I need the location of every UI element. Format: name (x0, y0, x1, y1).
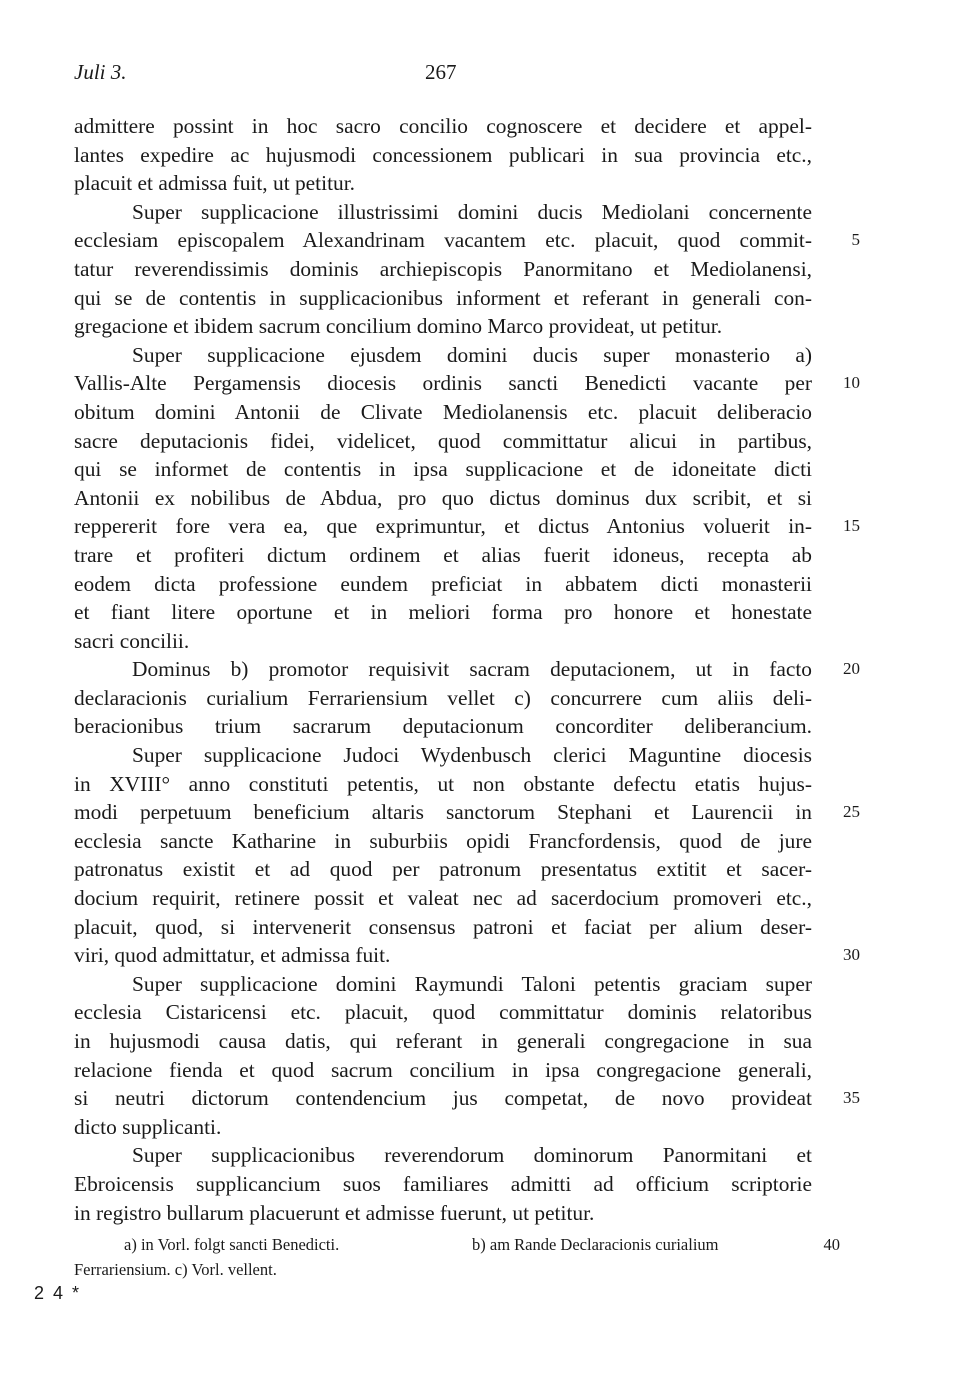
line-number: 5 (851, 230, 860, 250)
text-line: declaracionis curialium Ferrariensium vellet c) concurrere cum aliis deli- (74, 685, 812, 710)
text-line: ecclesia sancte Katharine in suburbiis opidi Francfordensis, quod de jure (74, 828, 812, 853)
text-line: Super supplicacione illustrissimi domini ducis Mediolani concernente (132, 199, 812, 224)
line-number: 15 (843, 516, 860, 536)
text-line: tatur reverendissimis dominis archiepiscopis Panormitano et Mediolanensi, (74, 256, 812, 281)
text-line: trare et profiteri dictum ordinem et alias fuerit idoneus, recepta ab (74, 542, 812, 567)
text-line: Super supplicacione Judoci Wydenbusch clerici Maguntine diocesis (132, 743, 812, 768)
text-line: si neutri dictorum contendencium jus competat, de novo provideat 35 (74, 1084, 812, 1113)
text-line: ecclesia Cistaricensi etc. placuit, quod committatur dominis relatoribus (74, 1000, 812, 1025)
text-line: Super supplicacione ejusdem domini ducis super monasterio a) (132, 342, 812, 367)
text-line: sacre deputacionis fidei, videlicet, quod committatur alicui in partibus, (74, 428, 812, 453)
text-line: Super supplicacionibus reverendorum dominorum Panormitani et (132, 1143, 812, 1168)
text-line: reppererit fore vera ea, que exprimuntur, et dictus Antonius voluerit in- 15 (74, 512, 812, 541)
text-line: relacione fienda et quod sacrum concilium in ipsa congregacione generali, (74, 1057, 812, 1082)
text-line: patronatus existit et ad quod per patronum presentatus extitit et sacer- (74, 857, 812, 882)
page-number: 267 (425, 60, 457, 84)
text-line: qui se informet de contentis in ipsa supplicacione et de idoneitate dicti (74, 457, 812, 482)
footnote-row (74, 1257, 844, 1282)
line-number: 20 (843, 659, 860, 679)
text-line: et fiant litere oportune et in meliori forma pro honore et honestate (74, 600, 812, 625)
text-line: Ebroicensis supplicancium suos familiares admitti ad officium scriptorie (74, 1171, 812, 1196)
text-line: viri, quod admittatur, et admissa fuit. 30 (74, 941, 812, 970)
text-line: placuit, quod, si intervenerit consensus patroni et faciat per alium deser- (74, 914, 812, 939)
printer-signature: 2 4 * (34, 1283, 82, 1303)
text-line: Super supplicacione domini Raymundi Taloni petentis graciam super (132, 971, 812, 996)
text-line: admittere possint in hoc sacro concilio cognoscere et decidere et appel- (74, 114, 812, 138)
text-line: obitum domini Antonii de Clivate Mediolanensis etc. placuit deliberacio (74, 399, 812, 424)
footnote-b: b) am Rande Declaracionis curialium (472, 1235, 719, 1254)
text-line: docium requirit, retinere possit et valeat nec ad sacerdocium promoveri etc., (74, 886, 812, 911)
text-line: in hujusmodi causa datis, qui referant in generali congregacione in sua (74, 1029, 812, 1053)
line-number: 30 (843, 945, 860, 965)
text-line: Vallis-Alte Pergamensis diocesis ordinis sancti Benedicti vacante per 10 (74, 369, 812, 398)
footnote-row (74, 1232, 844, 1257)
text-line: modi perpetuum beneficium altaris sanctorum Stephani et Laurencii in 25 (74, 798, 812, 827)
text-line: in registro bullarum placuerunt et admisse fuerunt, ut petitur. (74, 1200, 595, 1225)
line-number: 35 (843, 1088, 860, 1108)
text-line: eodem dicta professione eundem preficiat in abbatem dicti monasterii (74, 571, 812, 596)
text-line: beracionibus trium sacrarum deputacionum concorditer deliberancium. (74, 714, 812, 739)
text-line: qui se de contentis in supplicacionibus informent et referant in generali con- (74, 285, 812, 310)
line-number: 40 (823, 1235, 840, 1254)
footnotes (74, 1232, 844, 1282)
line-number: 10 (843, 373, 860, 393)
text-line: dicto supplicanti. (74, 1114, 222, 1139)
text-line: lantes expedire ac hujusmodi concessionem publicari in sua provincia etc., (74, 142, 812, 167)
line-number: 25 (843, 802, 860, 822)
text-line: Antonii ex nobilibus de Abdua, pro quo dictus dominus dux scribit, et si (74, 485, 812, 510)
text-line: ecclesiam episcopalem Alexandrinam vacantem etc. placuit, quod commit- 5 (74, 226, 812, 255)
text-line: Dominus b) promotor requisivit sacram deputacionem, ut in facto 20 (74, 655, 812, 684)
running-head: Juli 3. (74, 60, 127, 84)
text-line: sacri concilii. (74, 628, 190, 653)
text-line: gregacione et ibidem sacrum concilium domino Marco provideat, ut petitur. (74, 314, 723, 339)
text-line: placuit et admissa fuit, ut petitur. (74, 171, 355, 196)
body-text (74, 112, 860, 1227)
text-line: in XVIII° anno constituti petentis, ut non obstante defectu etatis hujus- (74, 771, 812, 796)
footnote-c: Ferrariensium. c) Vorl. vellent. (74, 1260, 277, 1279)
footnote-a: a) in Vorl. folgt sancti Benedicti. (124, 1235, 340, 1254)
